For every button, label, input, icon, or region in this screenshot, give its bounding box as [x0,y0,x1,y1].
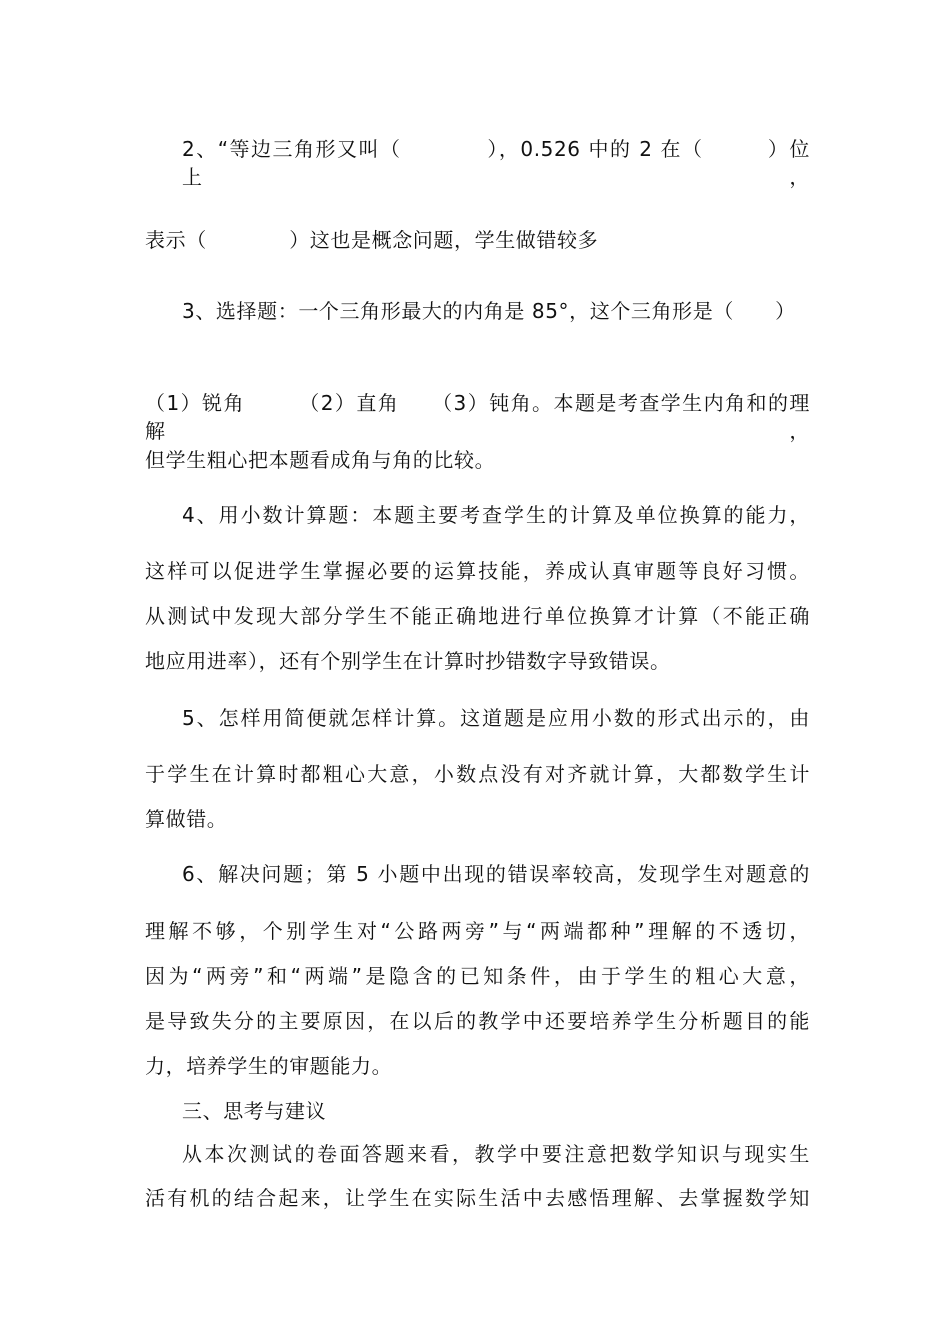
paragraph-4-line-3: 从测试中发现大部分学生不能正确地进行单位换算才计算（不能正确 [145,604,810,628]
paragraph-4-line-1: 4、用小数计算题：本题主要考查学生的计算及单位换算的能力， [182,503,810,527]
paragraph-2-line-2: 表示（ ）这也是概念问题，学生做错较多 [145,228,599,252]
paragraph-3-line-3: 但学生粗心把本题看成角与角的比较。 [145,448,496,472]
paragraph-3-line-2: （1）锐角 （2）直角 （3）钝角。本题是考查学生内角和的理解， [145,391,810,443]
paragraph-6-line-1: 6、解决问题；第 5 小题中出现的错误率较高，发现学生对题意的 [182,862,810,886]
paragraph-7-line-2: 活有机的结合起来，让学生在实际生活中去感悟理解、去掌握数学知 [145,1186,810,1210]
paragraph-6-line-3: 因为“两旁”和“两端”是隐含的已知条件，由于学生的粗心大意， [145,964,810,988]
paragraph-4-line-4: 地应用进率），还有个别学生在计算时抄错数字导致错误。 [145,649,671,673]
paragraph-4-line-2: 这样可以促进学生掌握必要的运算技能，养成认真审题等良好习惯。 [145,559,810,583]
paragraph-5-line-3: 算做错。 [145,807,228,831]
paragraph-5-line-1: 5、怎样用简便就怎样计算。这道题是应用小数的形式出示的，由 [182,706,810,730]
section-heading: 三、思考与建议 [182,1099,327,1123]
paragraph-5-line-2: 于学生在计算时都粗心大意，小数点没有对齐就计算，大都数学生计 [145,762,810,786]
paragraph-2-line-1: 2、“等边三角形又叫（ ），0.526 中的 2 在（ ）位上， [182,137,810,189]
paragraph-6-line-5: 力，培养学生的审题能力。 [145,1054,393,1078]
paragraph-6-line-2: 理解不够，个别学生对“公路两旁”与“两端都种”理解的不透切， [145,919,810,943]
paragraph-6-line-4: 是导致失分的主要原因，在以后的教学中还要培养学生分析题目的能 [145,1009,810,1033]
paragraph-3-line-1: 3、选择题：一个三角形最大的内角是 85°，这个三角形是（ ） [182,299,796,323]
paragraph-7-line-1: 从本次测试的卷面答题来看，教学中要注意把数学知识与现实生 [182,1142,810,1166]
